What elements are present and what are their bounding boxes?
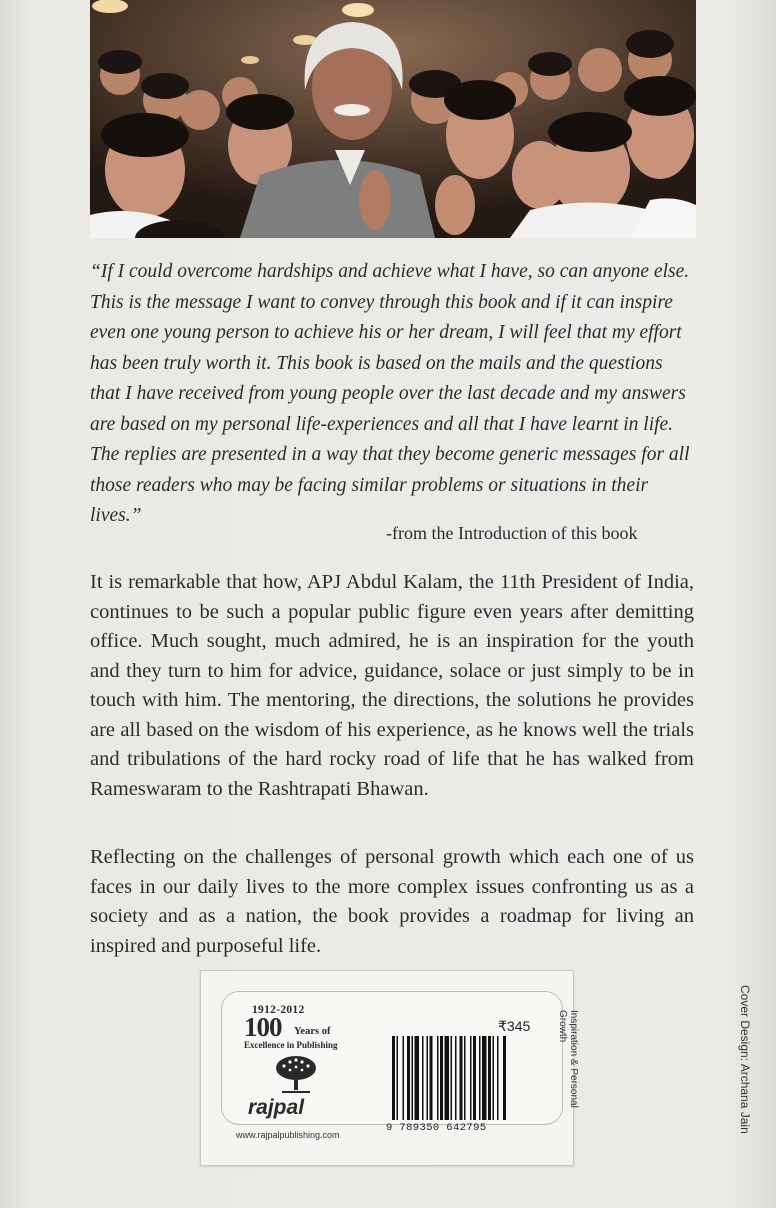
blurb-paragraph-1: It is remarkable that how, APJ Abdul Kalam, the 11th President of India, continues to be such a popular public figure even years after demitting office. Much sought, much admired, he is an inspiration for the youth and they turn to him for advice, guidance, solace or just simply to be in touch with him. The mentoring, the directions, the solutions he provides are all based on the wisdom of his experience, as he knows well the trials and tribulations of the hard rocky road of life that he has walked from Rameswaram to the Rashtrapati Bhawan. — [90, 571, 694, 800]
barcode-bar — [412, 1036, 414, 1120]
barcode-bar — [470, 1036, 472, 1120]
barcode-bar — [445, 1036, 450, 1120]
barcode-bar — [482, 1036, 487, 1120]
cover-photo — [90, 0, 696, 238]
barcode-bar — [407, 1036, 410, 1120]
barcode-bar — [473, 1036, 476, 1120]
sticker-frame — [221, 991, 579, 1140]
barcode-bar — [422, 1036, 424, 1120]
quote-attribution: -from the Introduction of this book — [386, 523, 638, 543]
barcode — [392, 1036, 544, 1122]
barcode-bar — [397, 1036, 399, 1120]
tree-logo-icon — [274, 1054, 318, 1094]
barcode-bar — [392, 1036, 395, 1120]
barcode-bar — [464, 1036, 466, 1120]
barcode-bar — [403, 1036, 405, 1120]
barcode-bar — [493, 1036, 495, 1120]
barcode-bar — [451, 1036, 453, 1120]
price-label: ₹345 — [498, 1018, 531, 1034]
anniversary-years: 1912-2012 — [252, 1004, 305, 1016]
publisher-url: www.rajpalpublishing.com — [236, 1130, 340, 1140]
barcode-bar — [440, 1036, 443, 1120]
barcode-bar — [437, 1036, 439, 1120]
anniversary-excellence: Excellence in Publishing — [244, 1040, 338, 1050]
isbn-number: 9 789350 642795 — [386, 1122, 487, 1134]
price-barcode-sticker — [200, 970, 579, 1166]
blurb-paragraph-2: Reflecting on the challenges of personal growth which each one of us faces in our daily lives to the more complex issues confronting us as a society and as a nation, the book provides a roadmap for living an inspired and purposeful life. — [90, 846, 694, 957]
cover-design-credit: Cover Design: Archana Jain — [738, 985, 752, 1134]
publisher-logo: rajpal — [248, 1096, 305, 1119]
introduction-quote: “If I could overcome hardships and achieve what I have, so can anyone else. This is the message I want to convey through this book and if it can inspire even one young person to achieve his or her dream, I will feel that my effort has been truly worth it. This book is based on the mails and the questions that I have received from young people over the last decade and my answers are based on my personal life-experiences and all that I have learnt in life. The replies are presented in a way that they become generic messages for all those readers who may be facing similar problems or situations in their lives.” — [90, 261, 690, 526]
barcode-bar — [488, 1036, 491, 1120]
barcode-bar — [460, 1036, 463, 1120]
barcode-bar — [503, 1036, 506, 1120]
crowd-photo-illustration — [90, 0, 696, 238]
barcode-bar — [427, 1036, 429, 1120]
barcode-bar — [415, 1036, 420, 1120]
barcode-bar — [455, 1036, 457, 1120]
barcode-bar — [430, 1036, 433, 1120]
anniversary-years-of: Years of — [294, 1026, 331, 1037]
barcode-bar — [479, 1036, 481, 1120]
book-category: Inspiration & Personal Growth — [557, 1010, 579, 1108]
anniversary-number: 100 — [244, 1012, 282, 1042]
barcode-bar — [497, 1036, 499, 1120]
